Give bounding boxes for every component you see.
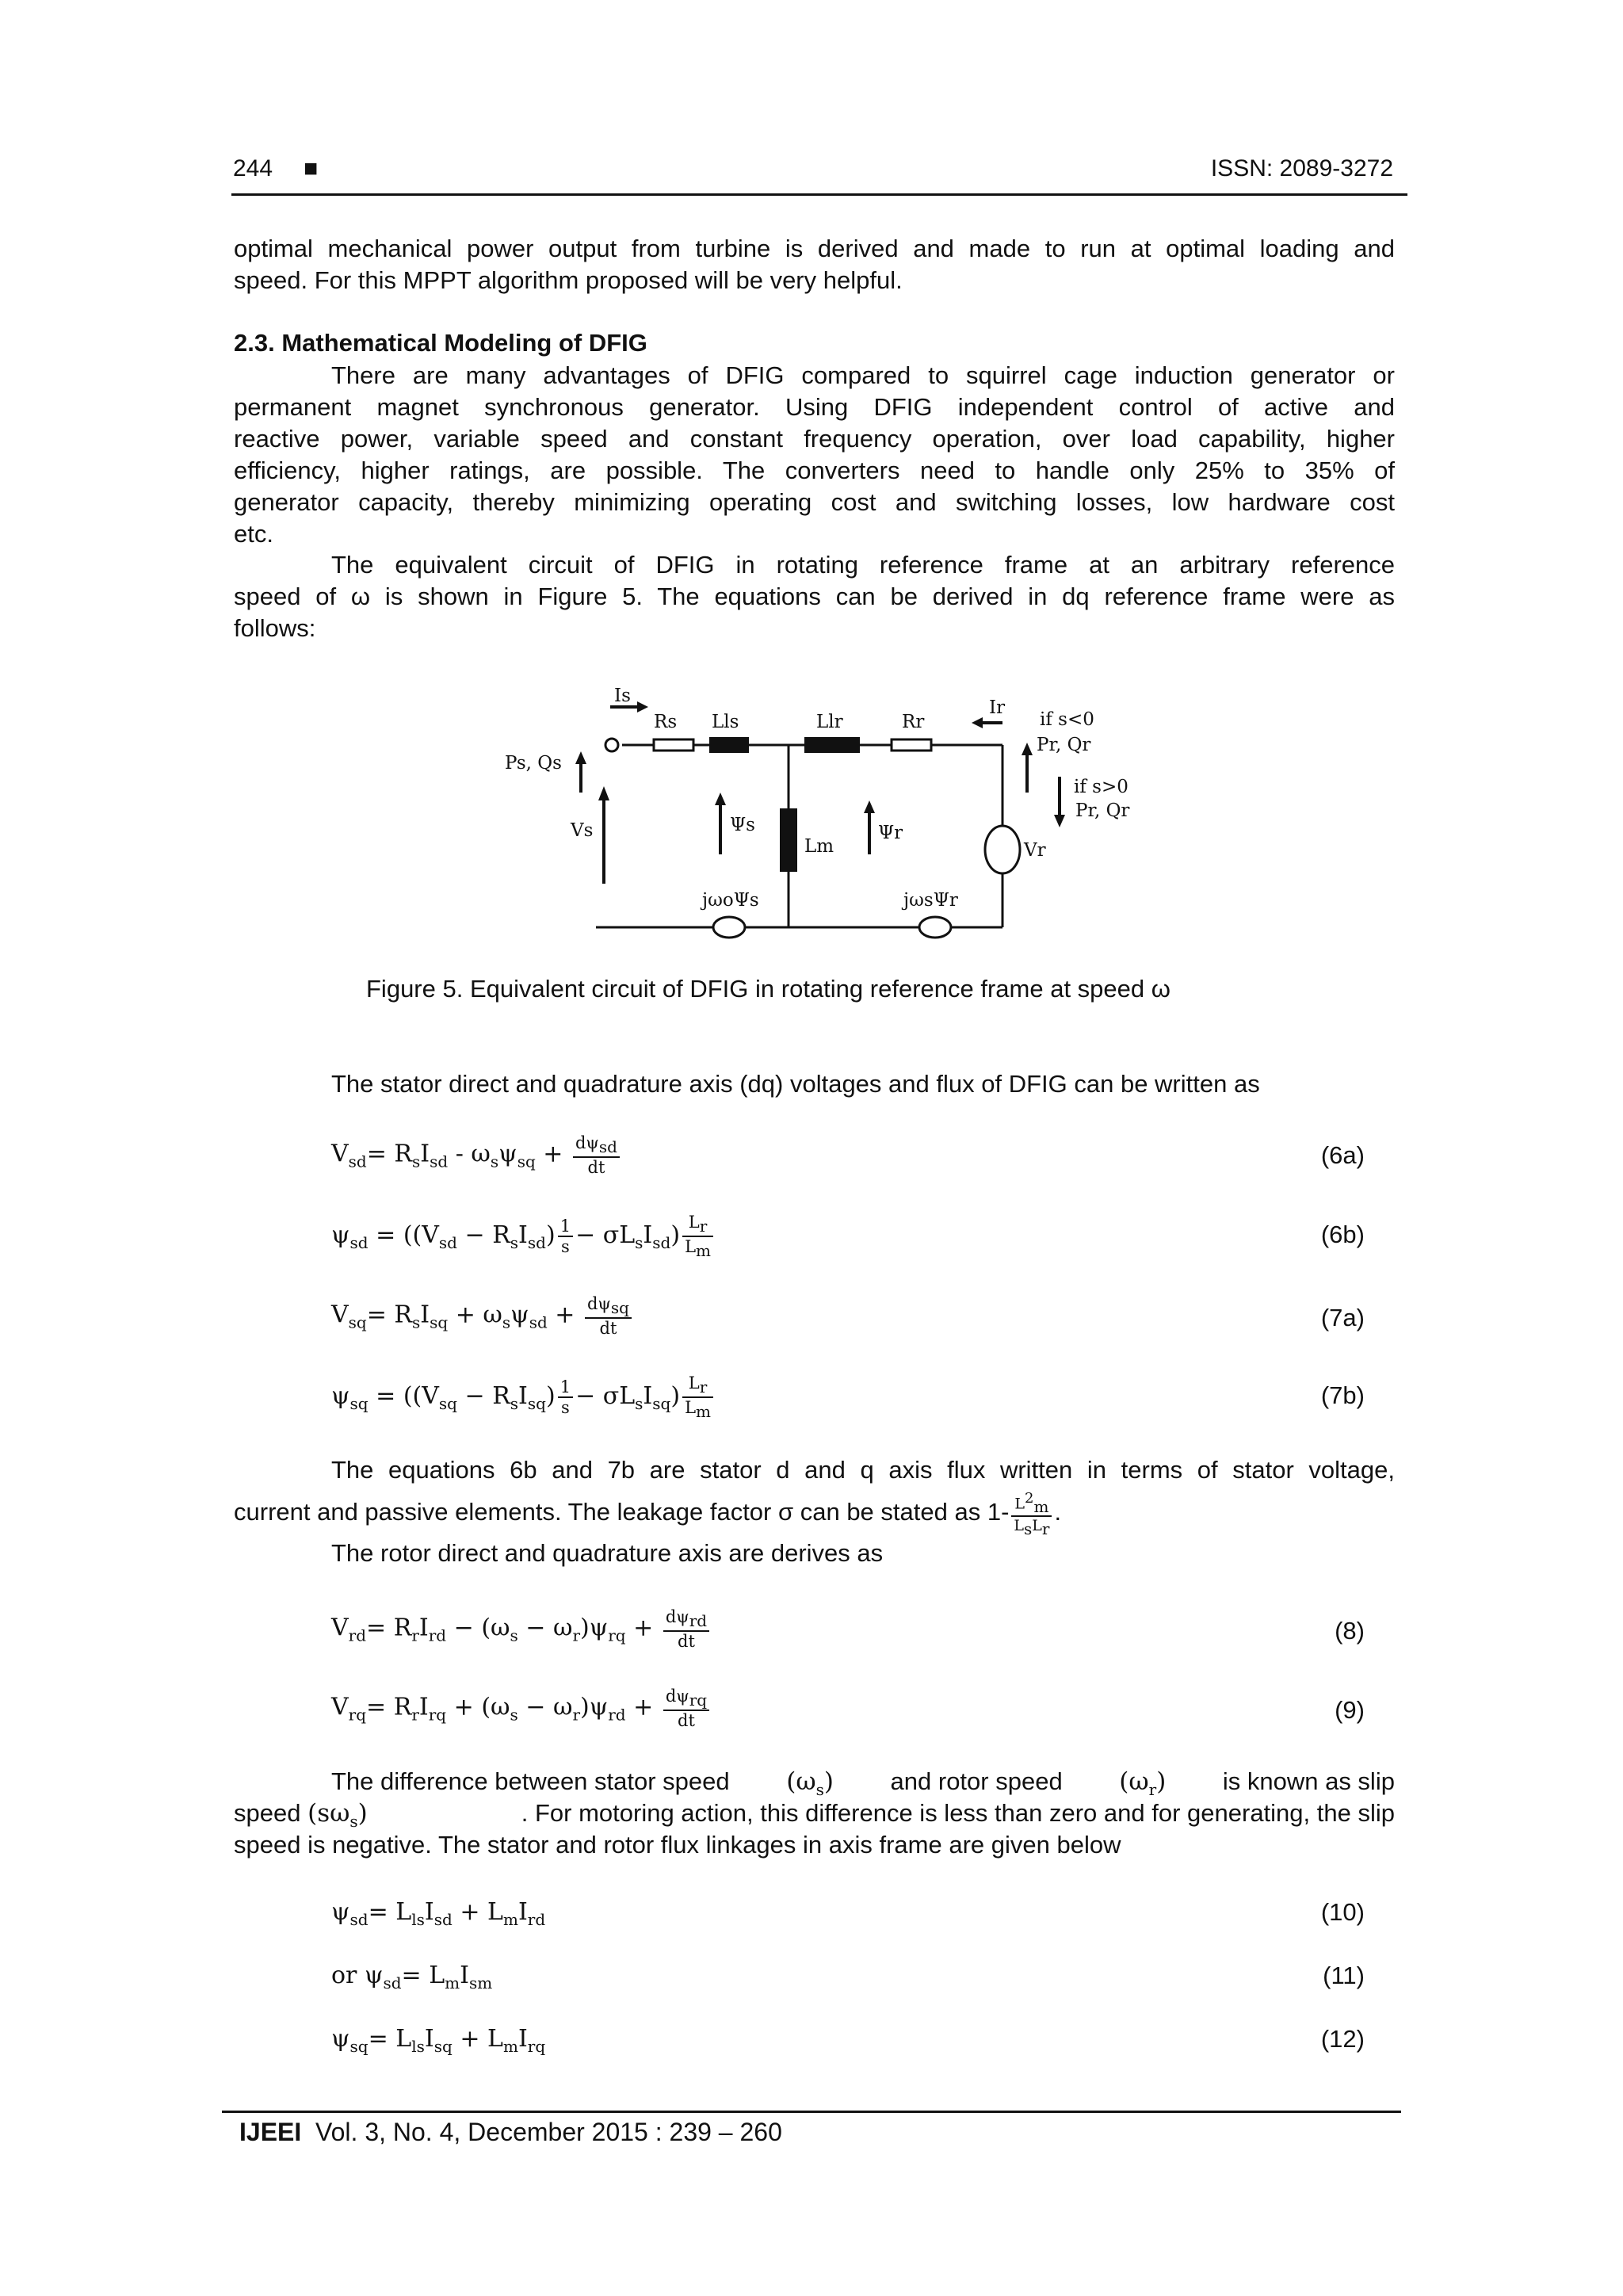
slip-text-c: is known as slip [1222, 1767, 1395, 1795]
paragraph-line: The equivalent circuit of DFIG in rotating reference frame at an arbitrary reference [331, 551, 1395, 579]
intro-paragraph [234, 233, 1395, 296]
slip-speed-prefix: speed $(s\omega_s)$ [234, 1799, 368, 1832]
is-label: Is [614, 686, 631, 706]
citation-text: Vol. 3, No. 4, December 2015 : 239 – 260 [315, 2118, 782, 2146]
equation-number: (9) [1335, 1696, 1365, 1724]
leakage-factor-paragraph [234, 1454, 1395, 1486]
if-s-positive-label: if s>0 [1074, 777, 1128, 797]
leakage-factor-fraction: $\frac{L^2_m}{L_sL_r}$ [1011, 1490, 1052, 1538]
paragraph-line: generator capacity, thereby minimizing operating cost and switching losses, low hardware cost [234, 488, 1395, 516]
rotor-speed-symbol: $(\omega_r)$ [1119, 1767, 1167, 1800]
pr-qr-label-bottom: Pr, Qr [1075, 800, 1130, 821]
source-1-label: jωoΨs [702, 890, 759, 911]
header-issn: ISSN: 2089-3272 [1210, 155, 1393, 181]
psi-s-label: Ψs [730, 815, 755, 835]
slip-paragraph-line-2 [234, 1799, 1395, 1831]
slip-text-b: and rotor speed [890, 1767, 1063, 1795]
slip-paragraph-line-3: speed is negative. The stator and rotor flux linkages in axis frame are given below [234, 1831, 1121, 1859]
paragraph-line: etc. [234, 520, 273, 548]
paragraph-line: efficiency, higher ratings, are possible. The converters need to handle only 25% to 35% of [234, 457, 1395, 484]
rotor-axis-text: The rotor direct and quadrature axis are derives as [331, 1539, 884, 1567]
equation-number: (8) [1335, 1617, 1365, 1645]
equation-10: $\psi_{sd}= L_{ls}I_{sd} + L_mI_{rd}$ [331, 1898, 546, 1929]
vs-label: Vs [571, 820, 594, 841]
header-marker: ■ [304, 155, 319, 181]
paragraph-line: There are many advantages of DFIG compared to squirrel cage induction generator or [331, 361, 1395, 389]
journal-name: IJEEI [239, 2118, 302, 2146]
equation-number: (12) [1320, 2025, 1365, 2053]
psi-r-label: Ψr [878, 823, 903, 843]
equation-6b: $\psi_{sd} = ((V_{sd} - R_sI_{sd})$ $\frac{1}{s}$ − $\sigma L_sI_{sd}$) $\frac{L_r}{L_m}$ [331, 1213, 716, 1260]
equation-8: $V_{rd}= R_rI_{rd} - (\omega_s - \omega_r)\psi_{rq}$ + $\frac{d\psi_{rd}}{dt}$ [331, 1607, 712, 1651]
paragraph-line: permanent magnet synchronous generator. Using DFIG independent control of active and [234, 393, 1395, 421]
leakage-factor-text: current and passive elements. The leakage factor σ can be stated as 1- [234, 1498, 1010, 1526]
equivalent-circuit-diagram [475, 674, 1157, 959]
page-number: 244 [233, 155, 273, 181]
equation-number: (6b) [1320, 1221, 1365, 1248]
equation-number: (10) [1320, 1898, 1365, 1926]
equation-6a: $V_{sd}= R_sI_{sd} - \omega_s\psi_{sq}$ + $\frac{d\psi_{sd}}{dt}$ [331, 1133, 622, 1177]
source-2-label: jωsΨr [903, 890, 958, 911]
ir-label: Ir [989, 697, 1006, 718]
if-s-negative-label: if s<0 [1040, 709, 1094, 730]
ps-qs-label: Ps, Qs [505, 753, 562, 774]
equation-number: (11) [1323, 1962, 1365, 1989]
paragraph-line: reactive power, variable speed and constant frequency operation, over load capability, higher [234, 425, 1395, 453]
stator-speed-symbol: $(\omega_s)$ [786, 1767, 834, 1800]
equation-7a: $V_{sq}= R_sI_{sq} + \omega_s\psi_{sd}$ + $\frac{d\psi_{sq}}{dt}$ [331, 1294, 634, 1338]
rr-label: Rr [902, 712, 925, 732]
leakage-factor-line: current and passive elements. The leakage factor σ can be stated as 1- $\frac{L^2_m}{L_sL_r}$ . [234, 1490, 1062, 1538]
paragraph-line: The equations 6b and 7b are stator d and q axis flux written in terms of stator voltage, [331, 1456, 1395, 1484]
lm-label: Lm [804, 836, 834, 857]
slip-text-a: The difference between stator speed [331, 1767, 730, 1795]
footer-rule [222, 2111, 1401, 2113]
llr-label: Llr [816, 712, 843, 732]
equation-number: (7b) [1320, 1381, 1365, 1409]
intro-line: optimal mechanical power output from turbine is derived and made to run at optimal loading and [234, 235, 1395, 262]
advantages-paragraph [234, 360, 1395, 550]
slip-text-d: . For motoring action, this difference is less than zero and for generating, the slip [521, 1799, 1395, 1827]
equation-9: $V_{rq}= R_rI_{rq} + (\omega_s - \omega_r)\psi_{rd}$ + $\frac{d\psi_{rq}}{dt}$ [331, 1687, 712, 1730]
lls-label: Lls [712, 712, 739, 732]
equations-intro: The stator direct and quadrature axis (dq) voltages and flux of DFIG can be written as [331, 1070, 1260, 1098]
slip-paragraph-line-1 [331, 1767, 1395, 1799]
figure-caption: Figure 5. Equivalent circuit of DFIG in rotating reference frame at speed ω [366, 975, 1170, 1003]
pr-qr-label-top: Pr, Qr [1037, 735, 1091, 755]
equation-12: $\psi_{sq}= L_{ls}I_{sq} + L_mI_{rq}$ [331, 2025, 546, 2056]
intro-line: speed. For this MPPT algorithm proposed will be very helpful. [234, 266, 903, 294]
equation-7b: $\psi_{sq} = ((V_{sq} - R_sI_{sq})$ $\frac{1}{s}$ − $\sigma L_sI_{sq}$) $\frac{L_r}{L_m}$ [331, 1373, 716, 1421]
vr-label: Vr [1024, 840, 1046, 861]
header-rule [231, 193, 1407, 196]
paragraph-line: follows: [234, 614, 316, 642]
section-heading: 2.3. Mathematical Modeling of DFIG [234, 329, 647, 357]
paragraph-line: speed of ω is shown in Figure 5. The equations can be derived in dq reference frame were as [234, 583, 1395, 610]
equivalent-circuit-paragraph [234, 549, 1395, 644]
rs-label: Rs [654, 712, 678, 732]
footer-citation [239, 2118, 782, 2147]
equation-number: (6a) [1320, 1141, 1365, 1169]
equation-number: (7a) [1320, 1304, 1365, 1331]
equation-11: or $\psi_{sd}= L_mI_{sm}$ [331, 1962, 493, 1992]
